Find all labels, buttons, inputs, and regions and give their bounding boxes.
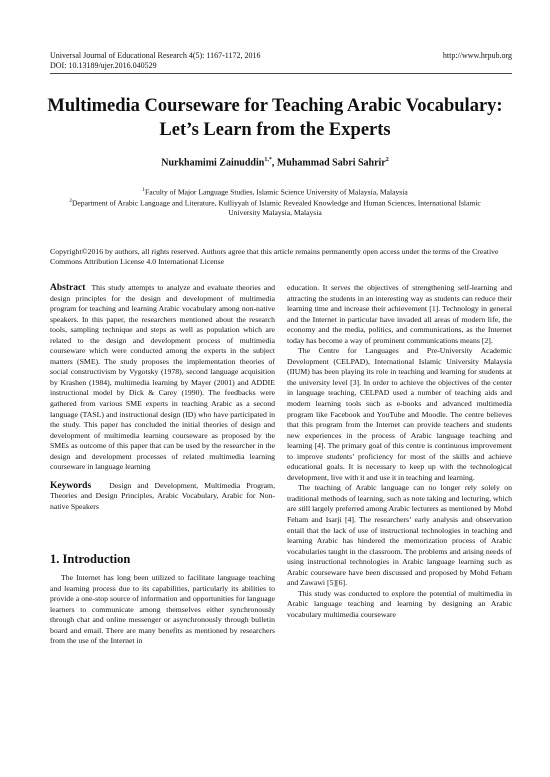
affiliation [55,186,495,197]
section-heading: 1. Introduction [50,552,131,567]
paragraph: The teaching of Arabic language can no longer rely solely on traditional methods of learning, such as note taking and lecturing, which are still largely preferred among Arabic lecturers as mentioned by Mohd Feham and Isarji [4]. The researchers’ early analysis and observation entail that the lack of use of instructional technologies in teaching and learning Arabic has hindered the memorization process of Arabic vocabularies taught in the classroom. The problems and arising needs of using instructional technologies in Arabic language learning such as Arabic courseware have been discussed and proposed by Mohd Feham and Zawawi [5][6]. [287,483,512,588]
paragraph: This study was conducted to explore the potential of multimedia in Arabic language teaching and learning by designing an Arabic vocabulary multimedia courseware [287,588,512,619]
author-name: Muhammad Sabri Sahrir [276,157,386,169]
journal-url[interactable]: http://www.hrpub.org [442,51,512,60]
author-affil-mark: 1,* [264,157,272,163]
paragraph: The Centre for Languages and Pre-University Academic Development (CELPAD), International Islamic University Malaysia (IIUM) has been playing its role in teaching and learning for students at the university level [3]. In order to achieve the objectives of the center in language teaching, CELPAD used a number of teaching aids and modern learning tools such as e-books and advanced multimedia program like Facebook and YouTube and Moodle. The centre believes that this program from the Internet can provide teachers and students new experiences in the process of Arabic language teaching and learning [4]. The primary goal of this centre is continuous improvement to improve students’ proficiency for most of the skills and achieve educational goals. It is necessary to keep up with the technological development, live with it and use it in teaching and learning. [287,346,512,482]
paragraph: The Internet has long been utilized to facilitate language teaching and learning process due to its capabilities, particularly its abilities to provide a one-stop source of information and opportunities for language learners to communicate among themselves either synchronously through chat and online messenger or asynchronously through bulletin board and email. There are many benefits as mentioned by researchers from the use of the Internet in [50,573,275,646]
copyright-notice: Copyright©2016 by authors, all rights reserved. Authors agree that this article remains permanently open access under the terms of the Creative Commons Attribution License 4.0 International License [50,247,499,266]
affiliation-text: Department of Arabic Language and Literature, Kulliyyah of Islamic Revealed Knowledge and Human Sciences, International Islamic University Malaysia, Malaysia [71,198,481,218]
affiliations [55,186,495,218]
affiliation [55,197,495,218]
paragraph: education. It serves the objectives of strengthening self-learning and attracting the students in an interesting way as students can reduce their learning time and increase their achievement [1]. Technology in general and the Internet in particular have invaded all areas of modern life, the economy and the media, politics, and communications, as the Internet today has become a way of prominent communications means [2]. [287,283,512,345]
left-column [50,283,275,647]
author-name: Nurkhamimi Zainuddin [161,157,265,169]
paper-title: Multimedia Courseware for Teaching Arabic Vocabulary: Let’s Learn from the Experts [47,96,503,140]
keywords [50,481,275,513]
doi: DOI: 10.13189/ujer.2016.040529 [50,61,157,70]
author-line [40,157,510,168]
keywords-heading: Keywords [50,480,92,491]
abstract [50,283,275,473]
abstract-text: This study attempts to analyze and evaluate theories and design principles for the design and development of multimedia program for teaching and learning Arabic vocabulary among non-native speakers. In this paper, the researchers mentioned about the research tools, sampling technique and steps as well as population which are related to the design and development process of multimedia courseware which were conducted among the experts in the subject matters (SME). The study proposes the implementation theories of social constructivism by Vygotsky (1978), second language acquisition by Krashen (1984), multimedia learning by Mayer (2001) and ADDIE instructional model by Dick & Carey (1990). The feedbacks were gathered from various SME experts in teaching Arabic as a second language (TASL) and instructional design (ID) who have participated in the study. This paper has concluded the initial theories of design and development of multimedia learning courseware as proposed by the SMEs as outcome of this paper that can be used by the researcher in the design and development processes of related multimedia learning courseware in language learning [50,283,275,472]
author-affil-mark: 2 [385,157,389,163]
author-separator: , [271,157,277,169]
right-column [287,283,512,621]
journal-citation: Universal Journal of Educational Research 4(5): 1167-1172, 2016 [50,51,261,60]
affiliation-text: Faculty of Major Language Studies, Islamic Science University of Malaysia, Malaysia [144,187,408,197]
header-divider [50,73,512,74]
affiliation-mark: 2 [69,198,72,205]
running-header [50,51,512,71]
abstract-heading: Abstract [50,283,86,293]
keywords-text: Design and Development, Multimedia Program, Theories and Design Principles, Arabic Vocabulary, Arabic for Non-native Speakers [50,480,276,511]
affiliation-mark: 1 [142,187,145,193]
